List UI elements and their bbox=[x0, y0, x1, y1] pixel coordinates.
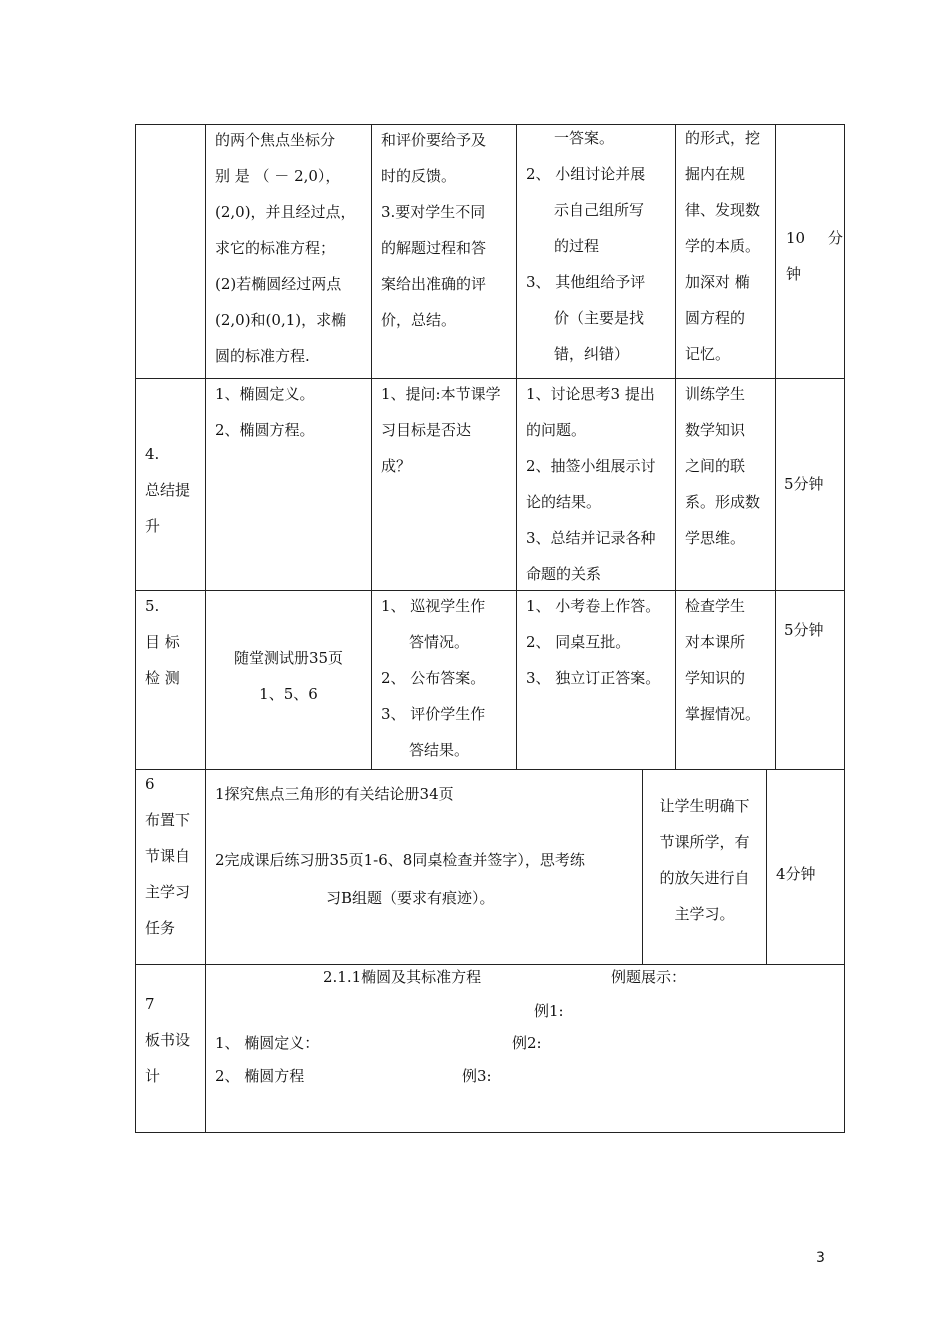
intent-line: 圆方程的 bbox=[685, 309, 746, 327]
row4-time bbox=[776, 856, 838, 892]
stage-line: 升 bbox=[145, 517, 161, 535]
student-line: 1、讨论思考3 提出 bbox=[526, 385, 655, 403]
stage-line: 7 bbox=[145, 995, 155, 1013]
teacher-line: 案给出准确的评 bbox=[381, 275, 487, 293]
stage-line: 布置下 bbox=[145, 811, 191, 829]
teacher-line: 的解题过程和答 bbox=[381, 239, 487, 257]
stage-line: 5. bbox=[145, 597, 160, 615]
content-line: 圆的标准方程. bbox=[215, 347, 310, 365]
stage-line: 4. bbox=[145, 445, 160, 463]
student-line: 3、总结并记录各种 bbox=[526, 529, 656, 547]
content-line: (2,0)和(0,1)，求椭 bbox=[215, 311, 347, 329]
task-2-line-2: 习B组题（要求有痕迹）。 bbox=[326, 889, 495, 907]
student-line: 论的结果。 bbox=[526, 493, 602, 511]
content-line: 别 是 （ － 2,0）， bbox=[215, 167, 341, 185]
stage-line: 任务 bbox=[145, 919, 176, 937]
teacher-line: 3、 评价学生作 bbox=[381, 705, 486, 723]
stage-line: 主学习 bbox=[145, 883, 191, 901]
row3-teacher bbox=[381, 588, 511, 768]
board-definition: 1、 椭圆定义： bbox=[215, 1034, 320, 1052]
row2-teacher bbox=[381, 376, 511, 484]
intent-line: 掘内在规 bbox=[685, 165, 746, 183]
row4-intent bbox=[643, 788, 766, 932]
teacher-line: 1、 巡视学生作 bbox=[381, 597, 486, 615]
stage-line: 板书设 bbox=[145, 1031, 191, 1049]
intent-line: 的放矢进行自 bbox=[659, 869, 750, 887]
grid-line bbox=[135, 124, 136, 1133]
teacher-line: 和评价要给予及 bbox=[381, 131, 487, 149]
intent-line: 律、发现数 bbox=[685, 201, 761, 219]
content-line: (2,0)，并且经过点， bbox=[215, 203, 356, 221]
grid-line bbox=[775, 124, 776, 770]
time-line: 4分钟 bbox=[776, 865, 816, 883]
intent-line: 对本课所 bbox=[685, 633, 746, 651]
stage-line: 计 bbox=[145, 1067, 161, 1085]
student-line: 3、 其他组给予评 bbox=[526, 273, 646, 291]
grid-line bbox=[766, 769, 767, 965]
board-title: 2.1.1椭圆及其标准方程 bbox=[323, 968, 482, 986]
student-line: 价（主要是找 bbox=[554, 309, 645, 327]
row4-stage bbox=[145, 766, 203, 946]
teacher-line: 1、提问:本节课学 bbox=[381, 385, 501, 403]
row2-intent bbox=[685, 376, 767, 556]
teacher-line: 成？ bbox=[381, 457, 412, 475]
intent-line: 数学知识 bbox=[685, 421, 746, 439]
grid-line bbox=[675, 124, 676, 770]
grid-line bbox=[135, 1132, 845, 1133]
grid-line bbox=[516, 124, 517, 770]
grid-line bbox=[205, 124, 206, 1133]
student-line: 命题的关系 bbox=[526, 565, 602, 583]
row1-intent bbox=[685, 120, 767, 372]
row2-stage bbox=[145, 436, 203, 544]
content-line: 1、5、6 bbox=[259, 685, 318, 703]
examples-title: 例题展示： bbox=[611, 968, 687, 986]
time-line: 10 分 bbox=[786, 229, 843, 247]
row2-time bbox=[784, 466, 839, 502]
intent-line: 加深对 椭 bbox=[685, 273, 750, 291]
teacher-line: 习目标是否达 bbox=[381, 421, 472, 439]
row2-content bbox=[215, 376, 365, 448]
row1-student bbox=[526, 120, 671, 372]
intent-line: 之间的联 bbox=[685, 457, 746, 475]
intent-line: 学思维。 bbox=[685, 529, 746, 547]
row2-student bbox=[526, 376, 671, 592]
task-2-line-1: 2完成课后练习册35页1-6、8同桌检查并签字），思考练 bbox=[215, 851, 585, 869]
row1-teacher bbox=[381, 122, 511, 338]
content-line: 的两个焦点坐标分 bbox=[215, 131, 336, 149]
intent-line: 系。形成数 bbox=[685, 493, 761, 511]
student-line: 的过程 bbox=[554, 237, 600, 255]
row3-content bbox=[206, 640, 371, 712]
example-1: 例1: bbox=[534, 1002, 564, 1020]
student-line: 的问题。 bbox=[526, 421, 587, 439]
row3-student bbox=[526, 588, 671, 696]
row3-intent bbox=[685, 588, 767, 732]
stage-line: 总结提 bbox=[145, 481, 191, 499]
student-line: 2、抽签小组展示讨 bbox=[526, 457, 656, 475]
intent-line: 记忆。 bbox=[685, 345, 731, 363]
student-line: 3、 独立订正答案。 bbox=[526, 669, 661, 687]
content-line: 求它的标准方程； bbox=[215, 239, 336, 257]
intent-line: 的形式，挖 bbox=[685, 129, 761, 147]
stage-line: 目 标 bbox=[145, 633, 180, 651]
intent-line: 检查学生 bbox=[685, 597, 746, 615]
row1-content bbox=[215, 122, 365, 374]
time-line: 钟 bbox=[786, 265, 802, 283]
intent-line: 训练学生 bbox=[685, 385, 746, 403]
task-1: 1探究焦点三角形的有关结论册34页 bbox=[215, 785, 454, 803]
intent-line: 学的本质。 bbox=[685, 237, 761, 255]
student-line: 错，纠错） bbox=[554, 345, 630, 363]
teacher-line: 时的反馈。 bbox=[381, 167, 457, 185]
row5-stage bbox=[145, 986, 203, 1094]
content-line: 2、椭圆方程。 bbox=[215, 421, 315, 439]
student-line: 2、 同桌互批。 bbox=[526, 633, 631, 651]
stage-line: 6 bbox=[145, 775, 155, 793]
teacher-line: 价，总结。 bbox=[381, 311, 457, 329]
page-number: 3 bbox=[816, 1250, 825, 1266]
content-line: 1、椭圆定义。 bbox=[215, 385, 315, 403]
time-line: 5分钟 bbox=[784, 475, 824, 493]
grid-line bbox=[844, 124, 845, 1133]
student-line: 示自己组所写 bbox=[554, 201, 645, 219]
intent-line: 主学习。 bbox=[674, 905, 735, 923]
row3-time bbox=[784, 612, 839, 648]
board-equation: 2、 椭圆方程 bbox=[215, 1067, 305, 1085]
example-3: 例3: bbox=[462, 1067, 492, 1085]
student-line: 1、 小考卷上作答。 bbox=[526, 597, 661, 615]
teacher-line: 答情况。 bbox=[409, 633, 470, 651]
time-line: 5分钟 bbox=[784, 621, 824, 639]
intent-line: 学知识的 bbox=[685, 669, 746, 687]
stage-line: 检 测 bbox=[145, 669, 180, 687]
intent-line: 掌握情况。 bbox=[685, 705, 761, 723]
teacher-line: 3.要对学生不同 bbox=[381, 203, 486, 221]
teacher-line: 2、 公布答案。 bbox=[381, 669, 486, 687]
content-line: 随堂测试册35页 bbox=[233, 649, 344, 667]
grid-line bbox=[135, 769, 845, 770]
grid-line bbox=[371, 124, 372, 770]
row3-stage bbox=[145, 588, 203, 696]
intent-line: 节课所学，有 bbox=[659, 833, 750, 851]
intent-line: 让学生明确下 bbox=[659, 797, 750, 815]
content-line: (2)若椭圆经过两点 bbox=[215, 275, 342, 293]
row1-time bbox=[786, 220, 843, 292]
student-line: 2、 小组讨论并展 bbox=[526, 165, 646, 183]
stage-line: 节课自 bbox=[145, 847, 191, 865]
teacher-line: 答结果。 bbox=[409, 741, 470, 759]
student-line: 一答案。 bbox=[554, 129, 615, 147]
example-2: 例2: bbox=[512, 1034, 542, 1052]
